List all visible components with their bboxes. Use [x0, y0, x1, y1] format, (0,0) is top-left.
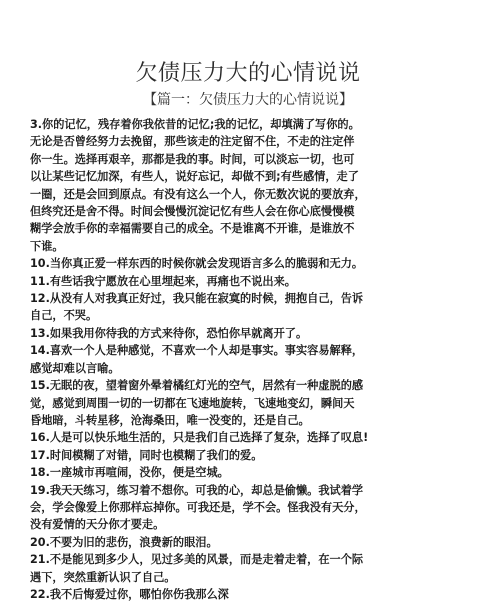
paragraph — [30, 116, 478, 255]
text-line: 15.无眠的夜，望着窗外晕着橘红灯光的空气，居然有一种虚脱的感 — [30, 379, 364, 393]
text-line: 11.有些话我宁愿放在心里埋起来，再痛也不说出来。 — [30, 274, 296, 288]
text-line: 但终究还是舍不得。时间会慢慢沉淀记忆有些人会在你心底慢慢模 — [30, 205, 355, 219]
text-line: 会，学会像爱上你那样忘掉你。可我还是，学不会。怪我没有天分， — [30, 500, 366, 514]
text-line: 22.我不后悔爱过你，哪怕你伤我那么深 — [30, 587, 229, 601]
section-heading: 【篇一：欠债压力大的心情说说】 — [143, 92, 353, 108]
text-line: 下谁。 — [30, 239, 64, 253]
paragraph — [30, 273, 478, 290]
paragraph — [30, 255, 478, 272]
text-line: 12.从没有人对我真正好过，我只能在寂寞的时候，拥抱自己，告诉 — [30, 292, 364, 306]
paragraph — [30, 534, 478, 551]
paragraph — [30, 342, 478, 377]
text-line: 自己，不哭。 — [30, 309, 98, 323]
paragraph — [30, 290, 478, 325]
text-line: 20.不要为旧的悲伤，浪费新的眼泪。 — [30, 535, 218, 549]
document-body — [30, 116, 478, 603]
text-line: 3.你的记忆，残存着你我依昔的记忆;我的记忆，却填满了写你的。 — [30, 118, 360, 131]
paragraph — [30, 447, 478, 464]
text-line: 糊学会放手你的幸福需要自己的成全。不是谁离不开谁，是谁放不 — [30, 222, 355, 236]
text-line: 无论是否曾经努力去挽留，那些该走的注定留不住，不走的注定伴 — [30, 135, 355, 149]
paragraph — [30, 377, 478, 429]
text-line: 21.不是能见到多少人，见过多美的风景，而是走着走着，在一个际 — [30, 553, 364, 567]
text-line: 没有爱情的天分你才要走。 — [30, 518, 165, 532]
text-line: 18.一座城市再喧闹，没你，便是空城。 — [30, 466, 229, 480]
paragraph — [30, 429, 478, 446]
paragraph — [30, 482, 478, 534]
text-line: 16.人是可以快乐地生活的，只是我们自己选择了复杂，选择了叹息! — [30, 431, 369, 445]
text-line: 10.当你真正爱一样东西的时候你就会发现语言多么的脆弱和无力。 — [30, 257, 364, 271]
text-line: 13.如果我用你待我的方式来待你，恐怕你早就离开了。 — [30, 326, 308, 340]
text-line: 你一生。选择再艰辛，那都是我的事。时间，可以淡忘一切，也可 — [30, 152, 355, 166]
paragraph — [30, 325, 478, 342]
text-line: 19.我天天练习，练习着不想你。可我的心，却总是偷懒。我试着学 — [30, 483, 364, 497]
paragraph — [30, 551, 478, 586]
text-line: 遇下，突然重新认识了自己。 — [30, 570, 176, 584]
text-line: 一圈，还是会回到原点。有没有这么一个人，你无数次说的要放弃， — [30, 187, 366, 201]
text-line: 觉，感觉到周围一切的一切都在飞速地旋转，飞速地变幻，瞬间天 — [30, 396, 355, 410]
document-title: 欠债压力大的心情说说 — [135, 61, 361, 86]
text-line: 感觉却难以言喻。 — [30, 361, 120, 375]
text-line: 14.喜欢一个人是种感觉，不喜欢一个人却是事实。事实容易解释， — [30, 344, 364, 358]
text-line: 17.时间模糊了对错，同时也模糊了我们的爱。 — [30, 448, 263, 462]
text-line: 以让某些记忆加深，有些人，说好忘记，却做不到;有些感情，走了 — [30, 170, 359, 184]
paragraph — [30, 586, 478, 603]
text-line: 昏地暗，斗转星移，沧海桑田，唯一没变的，还是自己。 — [30, 413, 310, 427]
paragraph — [30, 464, 478, 481]
